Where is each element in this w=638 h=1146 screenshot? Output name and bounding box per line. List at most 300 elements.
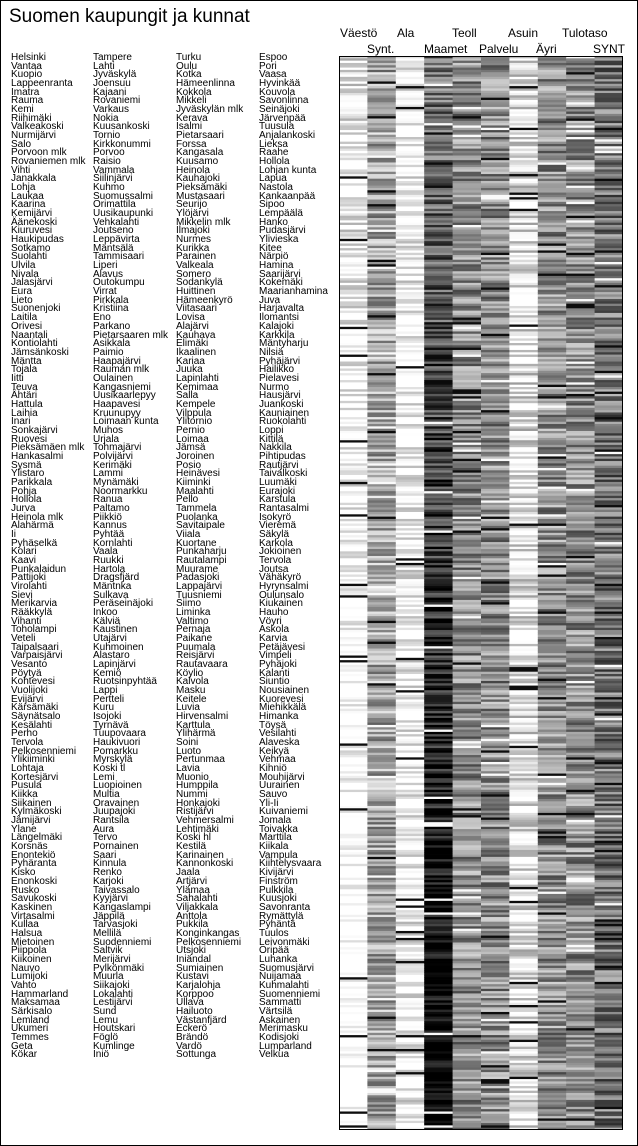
heatmap-cell	[595, 521, 623, 524]
heatmap-cell	[339, 1123, 368, 1126]
heatmap-cell	[481, 885, 510, 888]
heatmap-cell	[396, 841, 425, 844]
heatmap-cell	[481, 808, 510, 811]
municipality-name: Humppila	[176, 780, 219, 792]
heatmap-cell	[538, 1019, 567, 1022]
heatmap-cell	[595, 716, 623, 719]
heatmap-cell	[566, 389, 595, 392]
heatmap-cell	[481, 866, 510, 869]
heatmap-cell	[509, 720, 538, 723]
heatmap-cell	[538, 681, 567, 684]
heatmap-cell	[481, 528, 510, 531]
heatmap-cell	[453, 764, 482, 767]
heatmap-cell	[481, 859, 510, 862]
heatmap-cell	[595, 734, 623, 737]
municipality-name: Polvijärvi	[93, 450, 134, 462]
heatmap-cell	[481, 392, 510, 395]
heatmap-cell	[396, 776, 425, 779]
heatmap-cell	[396, 753, 425, 756]
heatmap-cell	[595, 123, 623, 126]
heatmap-cell	[367, 1049, 396, 1052]
heatmap-cell	[538, 394, 567, 397]
heatmap-cell	[424, 1044, 453, 1047]
heatmap-cell	[481, 741, 510, 744]
heatmap-cell	[509, 827, 538, 830]
municipality-name: Puolanka	[176, 511, 218, 523]
heatmap-cell	[396, 70, 425, 73]
heatmap-cell	[453, 121, 482, 124]
heatmap-cell	[453, 301, 482, 304]
heatmap-cell	[367, 75, 396, 78]
heatmap-cell	[538, 862, 567, 865]
heatmap-cell	[481, 602, 510, 605]
heatmap-cell	[481, 315, 510, 318]
heatmap-cell	[339, 959, 368, 962]
heatmap-cell	[339, 422, 368, 425]
heatmap-cell	[396, 172, 425, 175]
heatmap-cell	[396, 102, 425, 105]
heatmap-cell	[509, 378, 538, 381]
heatmap-cell	[481, 639, 510, 642]
heatmap-cell	[481, 725, 510, 728]
heatmap-cell	[396, 1072, 425, 1075]
heatmap-cell	[509, 493, 538, 496]
heatmap-cell	[396, 831, 425, 834]
heatmap-cell	[481, 949, 510, 952]
heatmap-cell	[339, 269, 368, 272]
heatmap-cell	[367, 588, 396, 591]
municipality-name: Lammi	[93, 468, 124, 480]
heatmap-cell	[396, 919, 425, 922]
heatmap-cell	[424, 449, 453, 452]
heatmap-cell	[396, 702, 425, 705]
heatmap-cell	[481, 475, 510, 478]
heatmap-cell	[367, 568, 396, 571]
heatmap-cell	[538, 500, 567, 503]
heatmap-cell	[424, 190, 453, 193]
heatmap-cell	[481, 255, 510, 258]
municipality-name: Vähäkyrö	[259, 572, 302, 584]
heatmap-cell	[339, 581, 368, 584]
heatmap-cell	[538, 114, 567, 117]
municipality-name: Ilmajoki	[176, 225, 210, 237]
heatmap-cell	[538, 1093, 567, 1096]
heatmap-cell	[595, 190, 623, 193]
header-palvelu: Palvelu	[479, 42, 519, 56]
heatmap-cell	[566, 621, 595, 624]
heatmap-cell	[424, 878, 453, 881]
heatmap-cell	[453, 1123, 482, 1126]
heatmap-cell	[595, 431, 623, 434]
heatmap-cell	[339, 938, 368, 941]
heatmap-cell	[538, 151, 567, 154]
heatmap-cell	[509, 982, 538, 985]
heatmap-cell	[566, 996, 595, 999]
heatmap-cell	[566, 919, 595, 922]
heatmap-cell	[367, 1021, 396, 1024]
name-column-4	[259, 54, 343, 1060]
heatmap-cell	[481, 220, 510, 223]
heatmap-cell	[566, 799, 595, 802]
heatmap-cell	[339, 838, 368, 841]
heatmap-cell	[396, 808, 425, 811]
heatmap-cell	[538, 607, 567, 610]
heatmap-cell	[396, 880, 425, 883]
heatmap-cell	[509, 866, 538, 869]
heatmap-cell	[367, 917, 396, 920]
heatmap-cell	[396, 947, 425, 950]
heatmap-cell	[566, 503, 595, 506]
heatmap-cell	[339, 362, 368, 365]
heatmap-cell	[367, 681, 396, 684]
municipality-name: Lavia	[176, 763, 200, 775]
municipality-name: Hanko	[259, 216, 288, 228]
municipality-name: Karkola	[259, 537, 293, 549]
heatmap-cell	[566, 901, 595, 904]
municipality-name: Kangasniemi	[93, 381, 151, 393]
heatmap-cell	[424, 679, 453, 682]
heatmap-cell	[566, 954, 595, 957]
heatmap-cell	[396, 239, 425, 242]
heatmap-cell	[396, 322, 425, 325]
municipality-name: Ylöjärvi	[176, 208, 209, 220]
heatmap-cell	[566, 366, 595, 369]
heatmap-cell	[396, 785, 425, 788]
municipality-name: Kannonkoski	[176, 858, 234, 870]
heatmap-cell	[339, 602, 368, 605]
heatmap-cell	[453, 996, 482, 999]
heatmap-cell	[367, 338, 396, 341]
heatmap-cell	[396, 350, 425, 353]
heatmap-cell	[481, 269, 510, 272]
heatmap-cell	[453, 926, 482, 929]
heatmap-cell	[339, 125, 368, 128]
heatmap-cell	[424, 1054, 453, 1057]
heatmap-cell	[538, 128, 567, 131]
municipality-name: Vahto	[11, 979, 37, 991]
heatmap-cell	[566, 1074, 595, 1077]
heatmap-cell	[538, 908, 567, 911]
heatmap-cell	[566, 429, 595, 432]
heatmap-cell	[538, 963, 567, 966]
heatmap-cell	[595, 741, 623, 744]
heatmap-cell	[339, 672, 368, 675]
heatmap-cell	[339, 406, 368, 409]
heatmap-cell	[367, 364, 396, 367]
heatmap-cell	[424, 857, 453, 860]
heatmap-cell	[453, 970, 482, 973]
heatmap-cell	[481, 683, 510, 686]
heatmap-cell	[367, 783, 396, 786]
heatmap-cell	[481, 581, 510, 584]
heatmap-cell	[424, 535, 453, 538]
heatmap-cell	[538, 820, 567, 823]
heatmap-cell	[566, 905, 595, 908]
heatmap-cell	[566, 743, 595, 746]
heatmap-cell	[367, 725, 396, 728]
heatmap-cell	[538, 579, 567, 582]
heatmap-cell	[481, 149, 510, 152]
heatmap-cell	[367, 491, 396, 494]
heatmap-cell	[595, 519, 623, 522]
heatmap-cell	[424, 470, 453, 473]
heatmap-cell	[367, 63, 396, 66]
heatmap-cell	[396, 378, 425, 381]
heatmap-cell	[566, 341, 595, 344]
heatmap-cell	[538, 294, 567, 297]
heatmap-cell	[424, 917, 453, 920]
heatmap-cell	[396, 132, 425, 135]
heatmap-cell	[453, 889, 482, 892]
heatmap-cell	[339, 547, 368, 550]
heatmap-cell	[367, 947, 396, 950]
heatmap-cell	[566, 364, 595, 367]
heatmap-cell	[538, 463, 567, 466]
heatmap-cell	[538, 477, 567, 480]
heatmap-cell	[566, 662, 595, 665]
heatmap-cell	[481, 945, 510, 948]
heatmap-cell	[538, 375, 567, 378]
heatmap-cell	[367, 267, 396, 270]
heatmap-cell	[566, 234, 595, 237]
municipality-name: Västanfjärd	[176, 1014, 227, 1026]
heatmap-cell	[367, 903, 396, 906]
heatmap-cell	[396, 667, 425, 670]
heatmap-cell	[453, 662, 482, 665]
heatmap-cell	[396, 697, 425, 700]
heatmap-cell	[453, 132, 482, 135]
heatmap-cell	[453, 287, 482, 290]
heatmap-cell	[538, 496, 567, 499]
heatmap-cell	[424, 410, 453, 413]
heatmap-cell	[339, 605, 368, 608]
municipality-name: Miehikkälä	[259, 702, 307, 714]
heatmap-cell	[595, 841, 623, 844]
heatmap-cell	[481, 577, 510, 580]
heatmap-cell	[339, 158, 368, 161]
heatmap-cell	[538, 1100, 567, 1103]
heatmap-cell	[453, 605, 482, 608]
heatmap-cell	[424, 287, 453, 290]
heatmap-cell	[453, 294, 482, 297]
heatmap-cell	[396, 637, 425, 640]
heatmap-cell	[566, 931, 595, 934]
heatmap-cell	[481, 975, 510, 978]
municipality-name: Kittilä	[259, 433, 284, 445]
heatmap-cell	[424, 123, 453, 126]
municipality-name: Kiikoinen	[11, 953, 52, 965]
heatmap-cell	[481, 963, 510, 966]
heatmap-cell	[396, 195, 425, 198]
heatmap-cell	[509, 1065, 538, 1068]
heatmap-cell	[396, 850, 425, 853]
heatmap-cell	[538, 787, 567, 790]
heatmap-cell	[453, 1086, 482, 1089]
heatmap-cell	[424, 77, 453, 80]
heatmap-cell	[566, 665, 595, 668]
heatmap-cell	[396, 1098, 425, 1101]
heatmap-cell	[595, 401, 623, 404]
heatmap-cell	[396, 371, 425, 374]
heatmap-cell	[367, 179, 396, 182]
heatmap-cell	[566, 438, 595, 441]
heatmap-cell	[424, 135, 453, 138]
heatmap-cell	[538, 970, 567, 973]
heatmap-cell	[396, 980, 425, 983]
municipality-name: Kempele	[176, 398, 216, 410]
heatmap-cell	[538, 702, 567, 705]
heatmap-cell	[481, 924, 510, 927]
heatmap-cell	[339, 644, 368, 647]
heatmap-cell	[538, 732, 567, 735]
heatmap-cell	[509, 834, 538, 837]
municipality-name: Tuupovaara	[93, 728, 146, 740]
heatmap-cell	[367, 794, 396, 797]
heatmap-cell	[595, 438, 623, 441]
heatmap-cell	[424, 936, 453, 939]
heatmap-cell	[538, 716, 567, 719]
heatmap-cell	[424, 709, 453, 712]
heatmap-cell	[453, 646, 482, 649]
heatmap-cell	[396, 899, 425, 902]
heatmap-cell	[339, 660, 368, 663]
heatmap-cell	[396, 153, 425, 156]
heatmap-cell	[339, 1054, 368, 1057]
heatmap-cell	[424, 526, 453, 529]
heatmap-cell	[396, 366, 425, 369]
heatmap-cell	[424, 343, 453, 346]
heatmap-cell	[595, 297, 623, 300]
heatmap-cell	[566, 158, 595, 161]
heatmap-cell	[367, 278, 396, 281]
heatmap-cell	[595, 95, 623, 98]
heatmap-cell	[595, 382, 623, 385]
heatmap-cell	[481, 225, 510, 228]
heatmap-cell	[396, 287, 425, 290]
heatmap-cell	[509, 780, 538, 783]
municipality-name: Heinola mlk	[11, 511, 64, 523]
heatmap-cell	[566, 679, 595, 682]
heatmap-cell	[509, 616, 538, 619]
heatmap-cell	[538, 209, 567, 212]
heatmap-cell	[396, 653, 425, 656]
heatmap-cell	[595, 669, 623, 672]
heatmap-cell	[424, 528, 453, 531]
heatmap-cell	[396, 933, 425, 936]
municipality-name: Värtsilä	[259, 1005, 293, 1017]
heatmap-cell	[566, 264, 595, 267]
heatmap-cell	[538, 415, 567, 418]
municipality-name: Lahti	[93, 60, 115, 72]
heatmap-cell	[595, 320, 623, 323]
heatmap-cell	[509, 65, 538, 68]
heatmap-cell	[481, 375, 510, 378]
heatmap-cell	[509, 91, 538, 94]
heatmap-cell	[509, 776, 538, 779]
heatmap-cell	[566, 294, 595, 297]
heatmap-cell	[538, 949, 567, 952]
heatmap-cell	[396, 771, 425, 774]
heatmap-cell	[453, 1116, 482, 1119]
heatmap-cell	[538, 100, 567, 103]
municipality-name: Saarijärvi	[259, 268, 301, 280]
heatmap-cell	[538, 706, 567, 709]
heatmap-cell	[595, 209, 623, 212]
heatmap-cell	[566, 308, 595, 311]
heatmap-cell	[367, 507, 396, 510]
heatmap-cell	[396, 762, 425, 765]
heatmap-cell	[509, 1093, 538, 1096]
heatmap-cell	[339, 204, 368, 207]
heatmap-cell	[396, 818, 425, 821]
heatmap-cell	[566, 880, 595, 883]
heatmap-cell	[566, 588, 595, 591]
heatmap-cell	[396, 1000, 425, 1003]
heatmap-cell	[481, 769, 510, 772]
municipality-name: Kullaa	[11, 919, 39, 931]
heatmap-cell	[367, 996, 396, 999]
heatmap-cell	[367, 394, 396, 397]
heatmap-cell	[367, 262, 396, 265]
heatmap-cell	[396, 1056, 425, 1059]
heatmap-cell	[367, 787, 396, 790]
heatmap-cell	[453, 477, 482, 480]
heatmap-cell	[509, 477, 538, 480]
heatmap-cell	[396, 1024, 425, 1027]
heatmap-cell	[453, 86, 482, 89]
heatmap-cell	[339, 1044, 368, 1047]
heatmap-cell	[453, 540, 482, 543]
heatmap-cell	[339, 855, 368, 858]
heatmap-cell	[396, 1102, 425, 1105]
heatmap-cell	[595, 454, 623, 457]
municipality-name: Kariaa	[176, 355, 205, 367]
municipality-name: Luhanka	[259, 953, 298, 965]
heatmap-cell	[367, 961, 396, 964]
heatmap-cell	[396, 929, 425, 932]
heatmap-cell	[453, 669, 482, 672]
heatmap-cell	[481, 204, 510, 207]
heatmap-cell	[566, 637, 595, 640]
heatmap-cell	[509, 549, 538, 552]
municipality-name: Mäntsälä	[93, 242, 134, 254]
heatmap-cell	[367, 959, 396, 962]
heatmap-cell	[481, 996, 510, 999]
heatmap-cell	[509, 1014, 538, 1017]
heatmap-cell	[367, 815, 396, 818]
heatmap-cell	[367, 195, 396, 198]
heatmap-cell	[367, 271, 396, 274]
heatmap-cell	[453, 850, 482, 853]
heatmap-cell	[509, 947, 538, 950]
heatmap-cell	[509, 498, 538, 501]
heatmap-cell	[396, 1061, 425, 1064]
heatmap-cell	[538, 982, 567, 985]
heatmap-cell	[424, 866, 453, 869]
heatmap-cell	[509, 1088, 538, 1091]
municipality-name: Pielavesi	[259, 372, 300, 384]
heatmap-cell	[367, 542, 396, 545]
heatmap-cell	[481, 774, 510, 777]
heatmap-cell	[538, 984, 567, 987]
heatmap-cell	[595, 119, 623, 122]
heatmap-cell	[367, 940, 396, 943]
municipality-name: Lumparland	[259, 1040, 312, 1052]
heatmap-cell	[396, 581, 425, 584]
heatmap-cell	[566, 725, 595, 728]
heatmap-cell	[339, 304, 368, 307]
municipality-name: Seurijo	[176, 199, 208, 211]
